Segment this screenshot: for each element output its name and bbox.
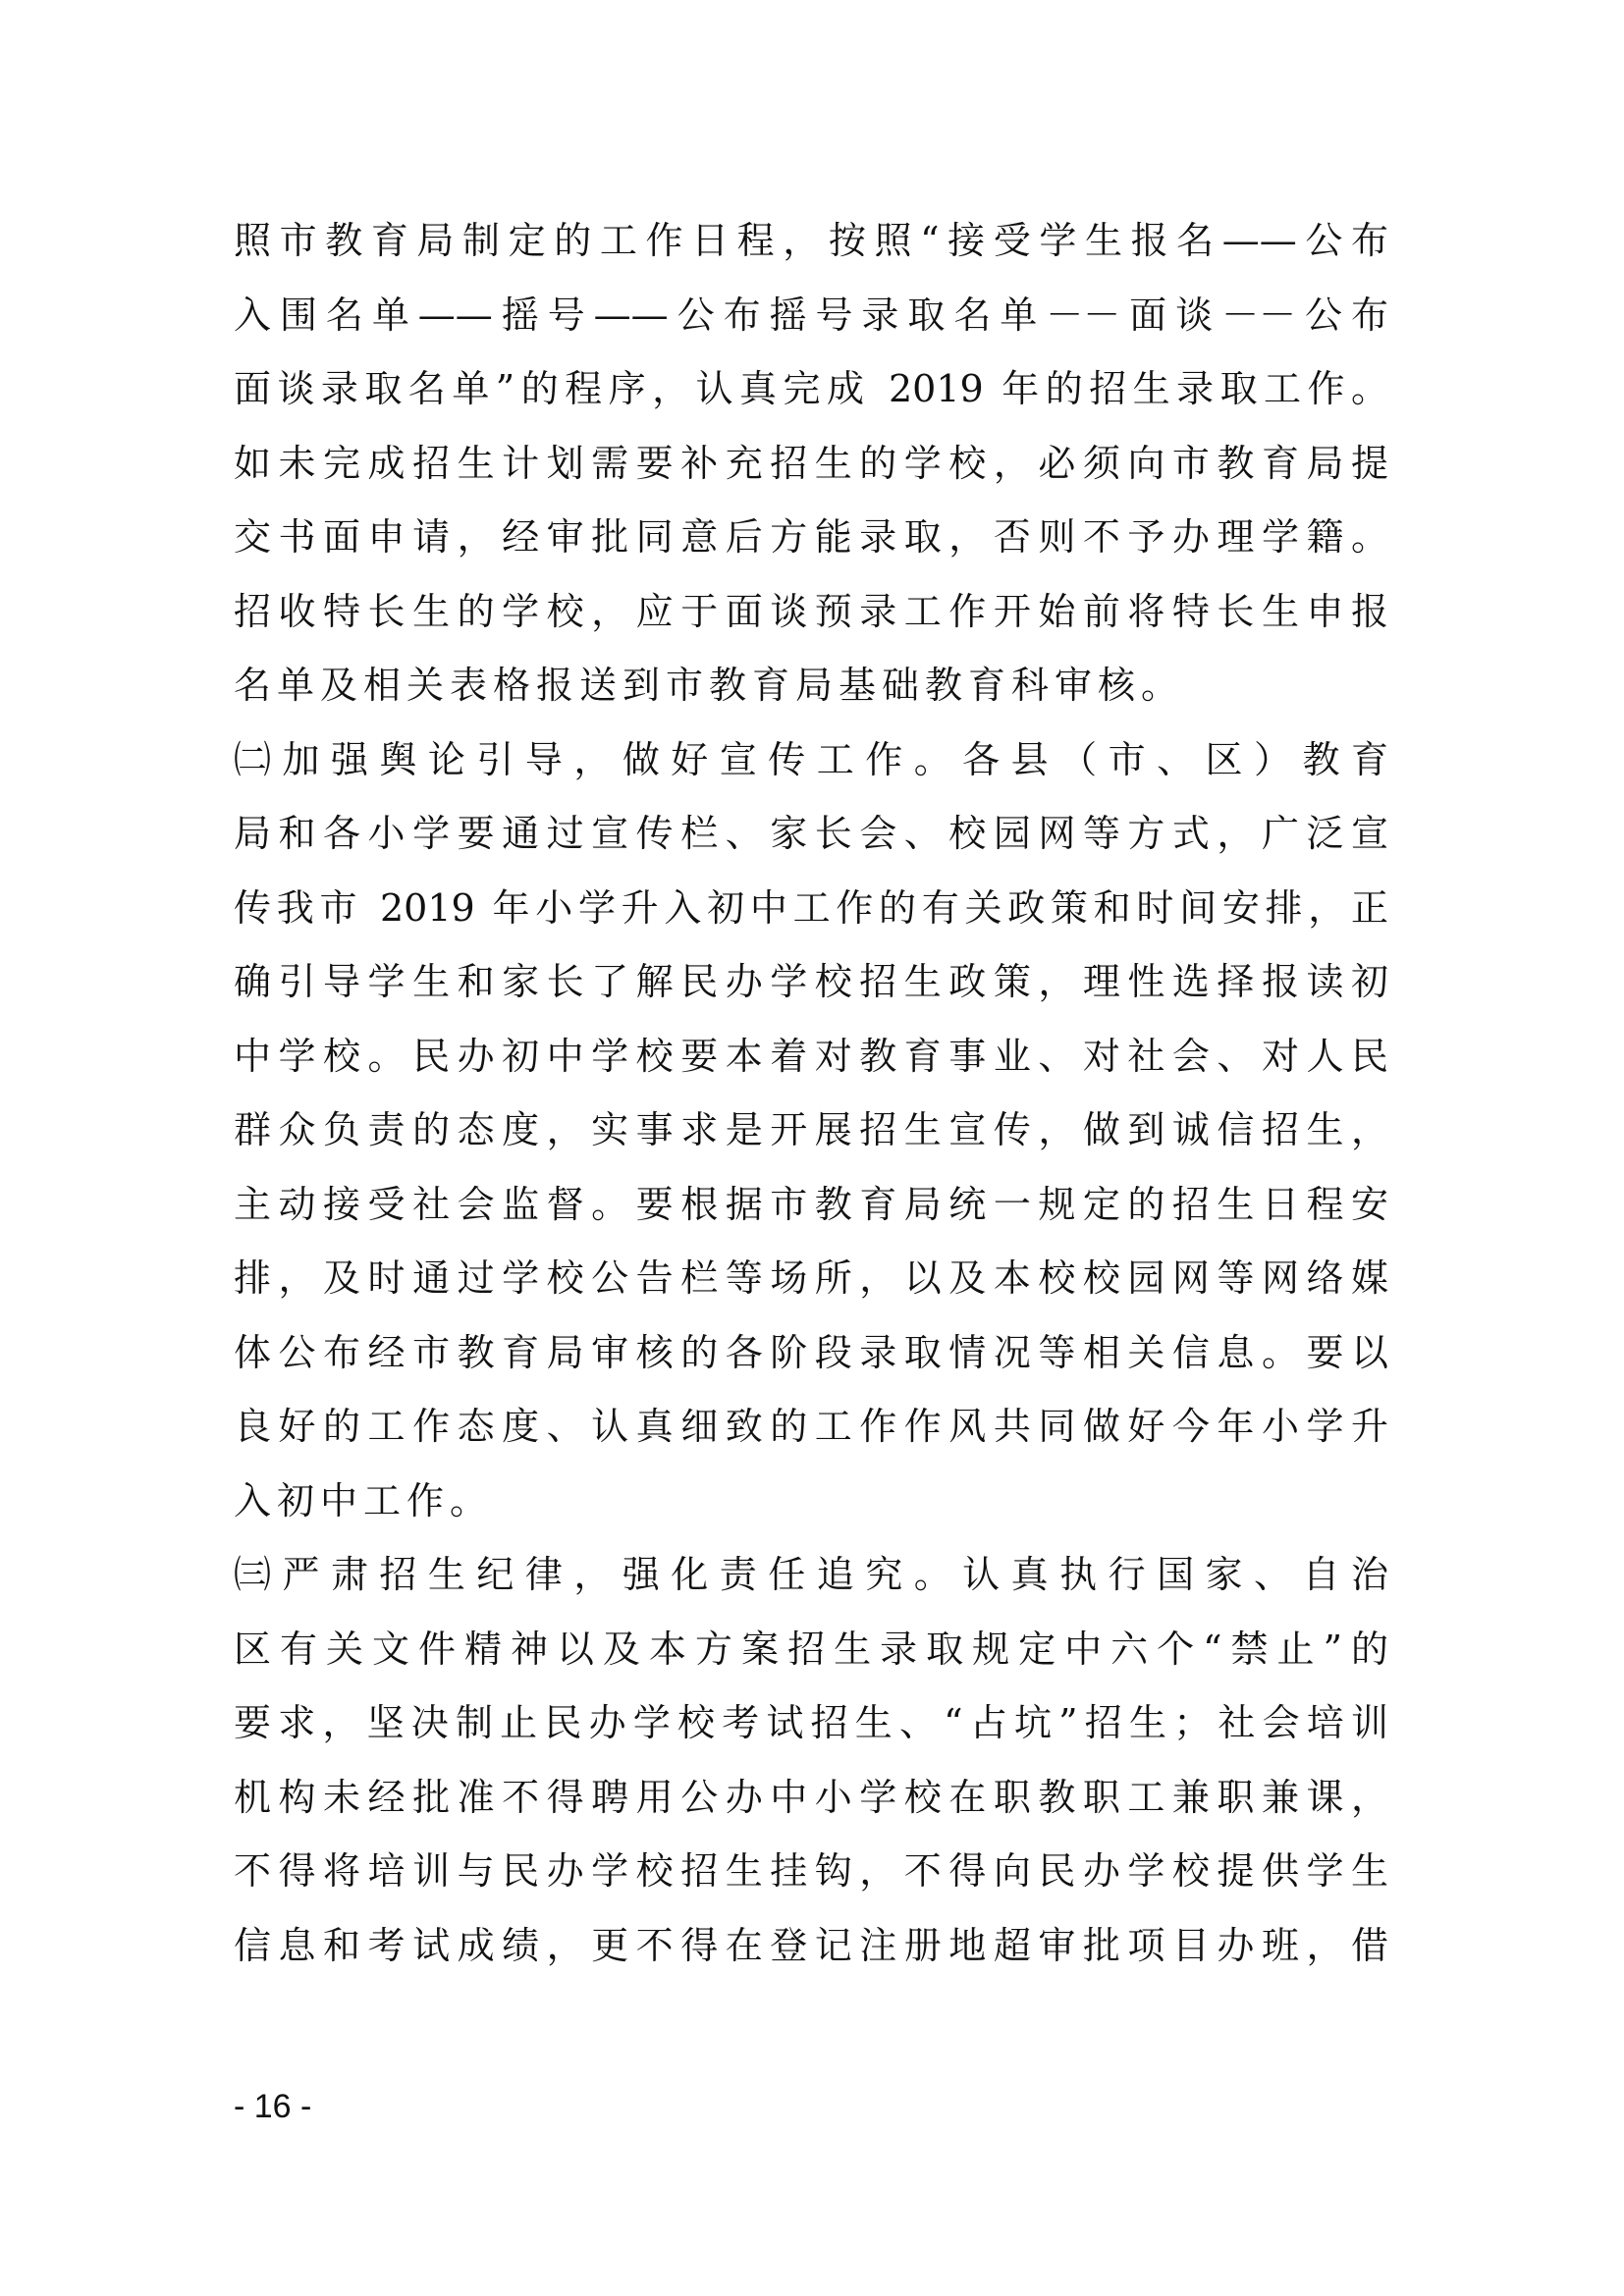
text-line: 信息和考试成绩，更不得在登记注册地超审批项目办班，借: [234, 1923, 1388, 1967]
text-line: 排，及时通过学校公告栏等场所，以及本校校园网等网络媒: [234, 1256, 1388, 1300]
text-line: 入围名单——摇号——公布摇号录取名单－－面谈－－公布: [234, 293, 1388, 337]
text-line: 良好的工作态度、认真细致的工作作风共同做好今年小学升: [234, 1405, 1388, 1448]
section-heading-line: ㈢严肃招生纪律，强化责任追究。认真执行国家、自治: [234, 1553, 1388, 1596]
document-body: [234, 204, 1388, 1983]
text-line: 主动接受社会监督。要根据市教育局统一规定的招生日程安: [234, 1182, 1388, 1226]
text-line: 面谈录取名单”的程序，认真完成 2019 年的招生录取工作。: [234, 367, 1388, 410]
text-line: 招收特长生的学校，应于面谈预录工作开始前将特长生申报: [234, 589, 1388, 633]
section-heading-line: ㈡加强舆论引导，做好宣传工作。各县（市、区）教育: [234, 737, 1388, 781]
text-line: 确引导学生和家长了解民办学校招生政策，理性选择报读初: [234, 960, 1388, 1003]
text-line: 名单及相关表格报送到市教育局基础教育科审核。: [234, 664, 1185, 707]
text-line: 中学校。民办初中学校要本着对教育事业、对社会、对人民: [234, 1034, 1388, 1078]
text-line: 要求，坚决制止民办学校考试招生、“占坑”招生；社会培训: [234, 1701, 1388, 1744]
text-line: 局和各小学要通过宣传栏、家长会、校园网等方式，广泛宣: [234, 812, 1388, 855]
text-line: 群众负责的态度，实事求是开展招生宣传，做到诚信招生，: [234, 1108, 1388, 1151]
page-number: - 16 -: [234, 2088, 312, 2125]
text-line: 传我市 2019 年小学升入初中工作的有关政策和时间安排，正: [234, 885, 1388, 930]
text-line: 入初中工作。: [234, 1478, 494, 1522]
text-line: 交书面申请，经审批同意后方能录取，否则不予办理学籍。: [234, 515, 1388, 559]
text-line: 不得将培训与民办学校招生挂钩，不得向民办学校提供学生: [234, 1849, 1388, 1893]
text-line: 区有关文件精神以及本方案招生录取规定中六个“禁止”的: [234, 1627, 1388, 1671]
text-line: 体公布经市教育局审核的各阶段录取情况等相关信息。要以: [234, 1330, 1388, 1374]
text-line: 照市教育局制定的工作日程，按照“接受学生报名——公布: [234, 219, 1388, 262]
text-line: 如未完成招生计划需要补充招生的学校，必须向市教育局提: [234, 441, 1388, 485]
text-line: 机构未经批准不得聘用公办中小学校在职教职工兼职兼课，: [234, 1775, 1388, 1819]
